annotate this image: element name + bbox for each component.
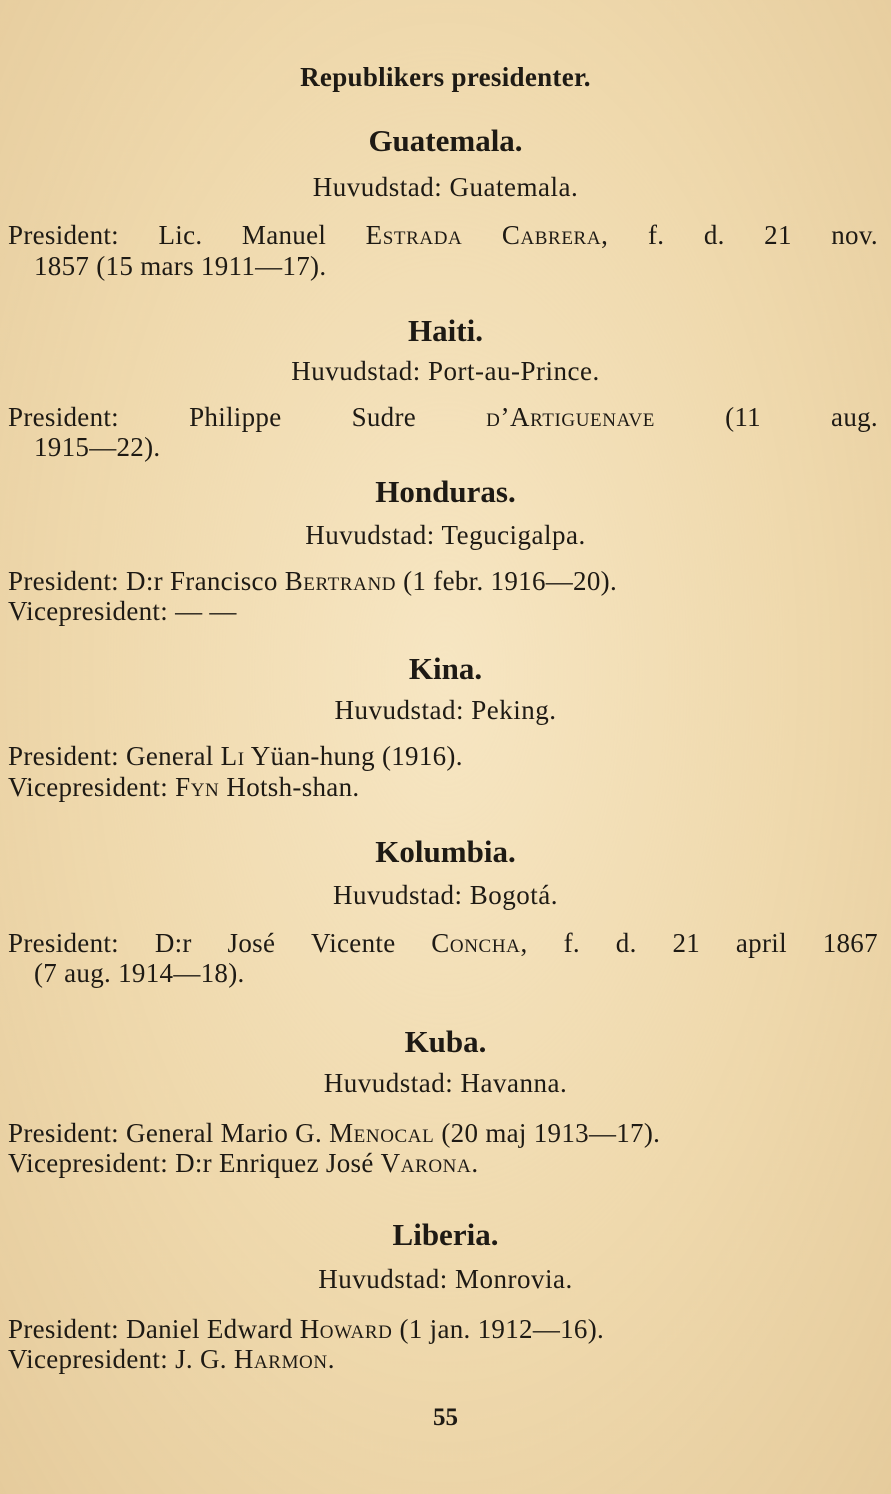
president-line-continued: 1915—22). bbox=[34, 432, 161, 462]
word: 1867 bbox=[822, 928, 878, 958]
vice-rest: Hotsh-shan. bbox=[219, 772, 360, 802]
vicepresident-line bbox=[8, 1148, 878, 1179]
president-text: President: General Mario G. bbox=[8, 1118, 330, 1148]
surname: Menocal bbox=[329, 1118, 435, 1148]
word: President: bbox=[8, 220, 119, 250]
surname: Concha, bbox=[431, 928, 528, 958]
capital-line: Huvudstad: Peking. bbox=[334, 695, 557, 725]
word: aug. bbox=[831, 402, 878, 432]
president-line bbox=[8, 220, 878, 251]
vicepresident-line: Vicepresident: — — bbox=[8, 596, 237, 626]
vice-rest: . bbox=[471, 1148, 479, 1178]
vicepresident-line bbox=[8, 772, 878, 803]
president-text: President: Daniel Edward bbox=[8, 1314, 300, 1344]
surname: Li bbox=[220, 741, 245, 771]
word: José bbox=[227, 928, 276, 958]
country-heading: Liberia. bbox=[392, 1217, 499, 1252]
capital-line: Huvudstad: Havanna. bbox=[323, 1068, 568, 1098]
running-head: Republikers presidenter. bbox=[300, 62, 591, 92]
word: (11 bbox=[725, 402, 761, 432]
president-line bbox=[8, 741, 878, 772]
president-text: President: D:r Francisco bbox=[8, 566, 285, 596]
country-heading: Guatemala. bbox=[368, 123, 523, 158]
word: President: bbox=[8, 402, 119, 432]
surname: Varona bbox=[380, 1148, 472, 1178]
president-line-continued: 1857 (15 mars 1911—17). bbox=[34, 251, 327, 281]
capital-line: Huvudstad: Guatemala. bbox=[312, 172, 579, 202]
word: Vicente bbox=[311, 928, 396, 958]
country-heading: Haiti. bbox=[408, 313, 483, 348]
capital-line: Huvudstad: Port-au-Prince. bbox=[291, 356, 600, 386]
surname: Cabrera, bbox=[501, 220, 609, 250]
vicepresident-line bbox=[8, 1344, 878, 1375]
president-line bbox=[8, 1314, 878, 1345]
surname: Howard bbox=[299, 1314, 393, 1344]
vice-text: Vicepresident: bbox=[8, 772, 176, 802]
country-heading: Kina. bbox=[408, 651, 483, 686]
vice-text: Vicepresident: J. G. bbox=[8, 1344, 234, 1374]
president-term: (1 jan. 1912—16). bbox=[392, 1314, 605, 1344]
word: 21 bbox=[672, 928, 701, 958]
capital-line: Huvudstad: Monrovia. bbox=[318, 1264, 573, 1294]
president-term: Yüan-hung (1916). bbox=[244, 741, 463, 771]
president-line bbox=[8, 1118, 878, 1149]
word: f. bbox=[563, 928, 580, 958]
word: april bbox=[735, 928, 787, 958]
surname: Fyn bbox=[175, 772, 220, 802]
surname: Estrada bbox=[365, 220, 463, 250]
president-line bbox=[8, 402, 878, 433]
word: Sudre bbox=[351, 402, 417, 432]
president-line-continued: (7 aug. 1914—18). bbox=[34, 958, 245, 988]
word: f. bbox=[647, 220, 665, 250]
vice-text: Vicepresident: D:r Enriquez José bbox=[8, 1148, 381, 1178]
country-heading: Kolumbia. bbox=[375, 834, 516, 869]
word: Manuel bbox=[241, 220, 327, 250]
country-heading: Kuba. bbox=[404, 1024, 487, 1059]
surname: Bertrand bbox=[284, 566, 397, 596]
capital-line: Huvudstad: Tegucigalpa. bbox=[305, 520, 586, 550]
word: 21 bbox=[764, 220, 792, 250]
page-number: 55 bbox=[433, 1404, 458, 1431]
president-term: (1 febr. 1916—20). bbox=[396, 566, 618, 596]
word: nov. bbox=[831, 220, 878, 250]
surname: d’Artiguenave bbox=[486, 402, 655, 432]
vice-rest: . bbox=[327, 1344, 335, 1374]
president-line bbox=[8, 928, 878, 959]
word: d. bbox=[703, 220, 725, 250]
president-text: President: General bbox=[8, 741, 221, 771]
president-term: (20 maj 1913—17). bbox=[434, 1118, 661, 1148]
president-line bbox=[8, 566, 878, 597]
country-heading: Honduras. bbox=[375, 474, 516, 509]
surname: Harmon bbox=[233, 1344, 328, 1374]
word: Philippe bbox=[189, 402, 282, 432]
word: d. bbox=[615, 928, 637, 958]
capital-line: Huvudstad: Bogotá. bbox=[333, 880, 558, 910]
word: D:r bbox=[154, 928, 192, 958]
word: President: bbox=[8, 928, 119, 958]
word: Lic. bbox=[158, 220, 203, 250]
